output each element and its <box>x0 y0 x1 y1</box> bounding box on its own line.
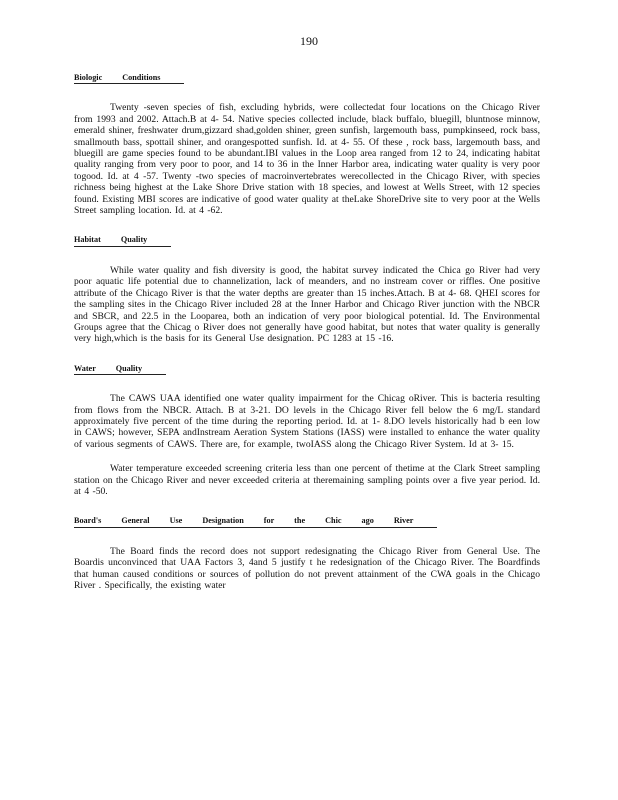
paragraph-biologic: Twenty -seven species of fish, excluding hybrids, were collectedat four locations on the Chicago River from 1993 and 2002. Attach.B at 4- 54. Native species collected include, black buffalo, bluegill, bluntnose minnow, emerald shiner, freshwater drum,gizzard shad,golden shiner, green sunfish, largemouth bass, pumpkinseed, rock bass, smallmouth bass, spottail shiner, and orangespotted sunfish. Id. at 4- 55. Of these , rock bass, largemouth bass, and bluegill are game species found to be abundant.IBI values in the Loop area ranged from 12 to 24, indicating habitat quality ranging from very poor to poor, and 14 to 36 in the Inner Harbor area, indicating water quality is very poor togood. Id. at 4 -57. Twenty -two species of macroinvertebrates werecollected in the Chicago River, with species richness being highest at the Lake Shore Drive station with 18 species, and lowest at Wells Street, with 12 species found. Existing MBI scores are indicative of good water quality at theLake ShoreDrive site to very poor at the Wells Street sampling location. Id. at 4 -62. <box>74 102 540 217</box>
section-heading-habitat-text: Habitat Quality <box>74 234 171 246</box>
section-heading-biologic-text: Biologic Conditions <box>74 72 184 84</box>
paragraph-habitat: While water quality and fish diversity is good, the habitat survey indicated the Chica go River had very poor aquatic life potential due to channelization, lack of meanders, and no instream cover or riffles. One positive attribute of the Chicago River is that the water depths are greater than 15 inches.Attach. B at 4- 68. QHEI scores for the sampling sites in the Chicago River included 28 at the Inner Harbor and Chicago River junction with the NBCR and SBCR, and 22.5 in the Looparea, both an indication of very poor biological potential. Id. The Environmental Groups agree that the Chicag o River does not generally have good habitat, but notes that water quality is generally very high,which is the basis for its General Use designation. PC 1283 at 15 -16. <box>74 264 540 345</box>
section-heading-designation-text: Board's General Use Designation for the Chic ago River <box>74 515 437 527</box>
paragraph-water-quality-1: The CAWS UAA identified one water quality impairment for the Chicag oRiver. This is bacteria resulting from flows from the NBCR. Attach. B at 3-21. DO levels in the Chicago River fell below the 6 mg/L standard approximately five percent of the time during the reporting period. Id. at 1- 8.DO levels historically had b een low in CAWS; however, SEPA andInstream Aeration System Stations (IASS) were installed to enhance the water quality of various segments of CAWS. There are, for example, twoIASS along the Chicago River System. Id at 3- 15. <box>74 393 540 450</box>
paragraph-designation: The Board finds the record does not support redesignating the Chicago River from General Use. The Boardis unconvinced that UAA Factors 3, 4and 5 justify t he redesignation of the Chicago River. The Boardfinds that human caused conditions or sources of pollution do not prevent attainment of the CWA goals in the Chicago River . Specifically, the existing water <box>74 545 540 591</box>
section-heading-designation <box>74 515 540 527</box>
section-heading-biologic <box>74 72 540 84</box>
section-heading-water-quality-text: Water Quality <box>74 363 166 375</box>
document-body <box>74 72 540 591</box>
paragraph-water-quality-2: Water temperature exceeded screening criteria less than one percent of thetime at the Clark Street sampling station on the Chicago River and never exceeded criteria at theremaining sampling points over a five year period. Id. at 4 -50. <box>74 463 540 497</box>
section-heading-habitat <box>74 234 540 246</box>
page-number: 190 <box>300 34 318 48</box>
section-heading-water-quality <box>74 363 540 375</box>
